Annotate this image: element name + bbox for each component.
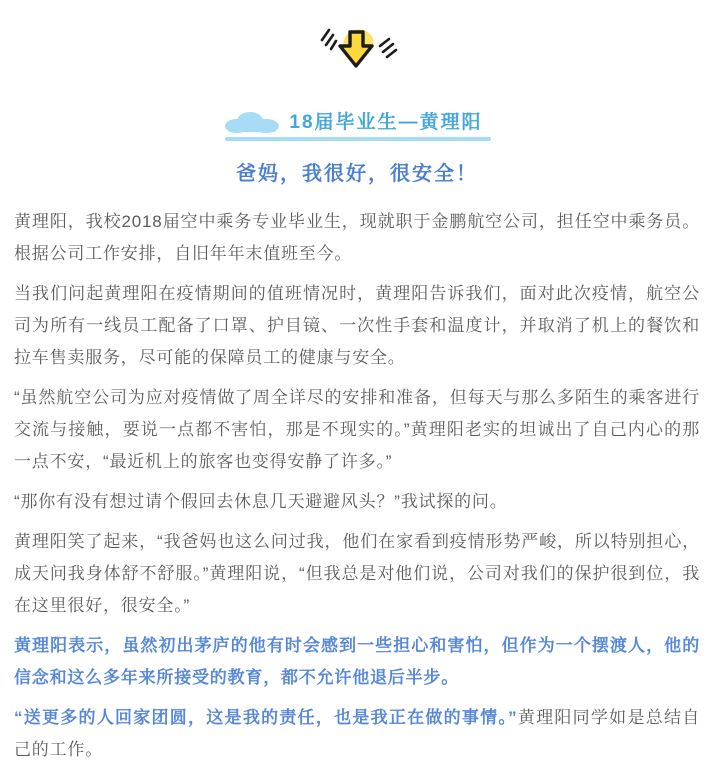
arrow-decoration [0, 24, 714, 74]
closing-rest: 黄理阳同学如是总结自己的工作。 [14, 708, 701, 759]
paragraph-quote-fear: “虽然航空公司为应对疫情做了周全详尽的安排和准备，但每天与那么多陌生的乘客进行交流与接触，要说一点都不害怕，那是不现实的。”黄理阳老实的坦诚出了自己内心的那一点不安，“最近机上的旅客也变得安静了许多。” [14, 388, 700, 471]
closing-quote: “送更多的人回家团圆，这是我的责任，也是我正在做的事情。” [14, 708, 518, 727]
paragraph-closing [14, 702, 700, 766]
cloud-icon [223, 109, 281, 138]
paragraph-measures: 当我们问起黄理阳在疫情期间的值班情况时，黄理阳告诉我们，面对此次疫情，航空公司为所有一线员工配备了口罩、护目镜、一次性手套和温度计，并取消了机上的餐饮和拉车售卖服务，尽可能的保障员工的健康与安全。 [14, 284, 700, 367]
badge-label: 18届毕业生—黄理阳 [289, 112, 483, 134]
paragraph-parents: 黄理阳笑了起来，“我爸妈也这么问过我，他们在家看到疫情形势严峻，所以特别担心，成天问我身体舒不舒服。”黄理阳说，“但我总是对他们说，公司对我们的保护很到位，我在这里很好，很安全。” [14, 532, 700, 615]
paragraph-intro: 黄理阳，我校2018届空中乘务专业毕业生，现就职于金鹏航空公司，担任空中乘务员。根据公司工作安排，自旧年年末值班至今。 [14, 212, 700, 263]
article-body [0, 206, 714, 766]
article-title: 爸妈，我很好，很安全！ [236, 163, 478, 185]
down-arrow-doodle-icon [292, 24, 422, 74]
paragraph-emphasis: 黄理阳表示，虽然初出茅庐的他有时会感到一些担心和害怕，但作为一个摆渡人，他的信念和这么多年来所接受的教育，都不允许他退后半步。 [14, 636, 700, 687]
section-badge [223, 106, 490, 141]
paragraph-question: “那你有没有想过请个假回去休息几天避避风头？”我试探的问。 [14, 492, 508, 511]
